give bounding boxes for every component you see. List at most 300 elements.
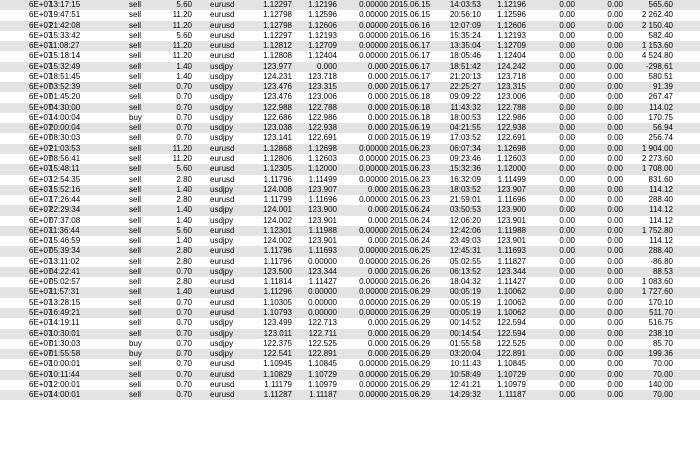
close-rate-cell: 1.12196 bbox=[497, 0, 526, 9]
profit-cell: 1 153.60 bbox=[641, 41, 673, 51]
taxes-cell: 0.00 bbox=[607, 41, 623, 51]
order-id-cell: 5E+07 bbox=[29, 287, 53, 297]
close-price-cell: 1.12193 bbox=[308, 30, 337, 40]
open-price-cell: 123.476 bbox=[263, 92, 292, 102]
close-price-cell: 123.006 bbox=[308, 92, 337, 102]
table-row bbox=[0, 41, 700, 51]
close-rate-cell: 123.901 bbox=[497, 215, 526, 225]
profit-cell: 140.00 bbox=[648, 379, 673, 389]
table-row bbox=[0, 339, 700, 349]
profit-cell: 56.94 bbox=[652, 123, 673, 133]
open-time-cell: 11:57:31 bbox=[49, 287, 80, 297]
symbol-cell: eurusd bbox=[210, 174, 235, 184]
close-date-cell: 2015.06.18 bbox=[390, 102, 431, 112]
profit-cell: 256.74 bbox=[648, 133, 673, 143]
close-date-cell: 2015.06.24 bbox=[390, 225, 431, 235]
volume-cell: 0.70 bbox=[176, 369, 192, 379]
trade-type-cell: sell bbox=[129, 61, 142, 71]
symbol-cell: eurusd bbox=[210, 143, 235, 153]
open-price-cell: 124.002 bbox=[263, 236, 292, 246]
volume-cell: 1.40 bbox=[176, 61, 192, 71]
trade-type-cell: sell bbox=[129, 277, 142, 287]
order-id-cell: 6E+07 bbox=[29, 41, 53, 51]
volume-cell: 2.80 bbox=[176, 246, 192, 256]
close-rate-cell: 122.986 bbox=[497, 112, 526, 122]
close-rate-cell: 123.718 bbox=[497, 71, 526, 81]
swap-cell: 0.00000 bbox=[359, 379, 388, 389]
commission-cell: 0.00 bbox=[559, 10, 575, 20]
profit-cell: 565.60 bbox=[648, 0, 673, 9]
close-time-cell: 21:20:13 bbox=[449, 71, 481, 81]
open-price-cell: 1.12297 bbox=[263, 0, 292, 9]
taxes-cell: 0.00 bbox=[607, 30, 623, 40]
close-time-cell: 12:06:20 bbox=[449, 215, 481, 225]
close-time-cell: 09:09:22 bbox=[449, 92, 481, 102]
profit-cell: 114.12 bbox=[649, 184, 673, 194]
swap-cell: 0.00000 bbox=[359, 10, 388, 20]
trade-type-cell: buy bbox=[129, 112, 142, 122]
close-price-cell: 1.11427 bbox=[308, 277, 337, 287]
open-time-cell: 01:45:20 bbox=[49, 92, 81, 102]
close-date-cell: 2015.06.29 bbox=[390, 359, 431, 369]
volume-cell: 1.40 bbox=[176, 71, 192, 81]
close-price-cell: 1.11693 bbox=[308, 246, 337, 256]
taxes-cell: 0.00 bbox=[607, 349, 623, 359]
taxes-cell: 0.00 bbox=[607, 143, 623, 153]
taxes-cell: 0.00 bbox=[607, 297, 623, 307]
volume-cell: 0.70 bbox=[176, 390, 192, 400]
open-price-cell: 1.10829 bbox=[263, 369, 292, 379]
open-price-cell: 1.11296 bbox=[263, 287, 292, 297]
close-rate-cell: 1.10062 bbox=[497, 287, 526, 297]
symbol-cell: usdjpy bbox=[210, 215, 234, 225]
table-row bbox=[0, 298, 700, 308]
table-row bbox=[0, 216, 700, 226]
close-date-cell: 2015.06.19 bbox=[390, 123, 431, 133]
table-row bbox=[0, 390, 700, 400]
close-rate-cell: 1.11427 bbox=[497, 277, 526, 287]
trade-type-cell: sell bbox=[129, 174, 142, 184]
close-price-cell: 0.00000 bbox=[308, 287, 337, 297]
taxes-cell: 0.00 bbox=[607, 266, 623, 276]
swap-cell: 0.000 bbox=[367, 328, 388, 338]
order-id-cell: 6E+07 bbox=[29, 338, 53, 348]
close-price-cell: 1.11988 bbox=[308, 225, 337, 235]
profit-cell: 1 904.00 bbox=[641, 143, 673, 153]
close-date-cell: 2015.06.24 bbox=[390, 215, 431, 225]
close-price-cell: 123.901 bbox=[308, 236, 337, 246]
open-price-cell: 1.12301 bbox=[263, 225, 292, 235]
swap-cell: 0.000 bbox=[367, 71, 388, 81]
profit-cell: 114.12 bbox=[649, 205, 673, 215]
volume-cell: 0.70 bbox=[176, 112, 192, 122]
trade-type-cell: sell bbox=[129, 71, 142, 81]
open-price-cell: 122.988 bbox=[263, 102, 292, 112]
close-date-cell: 2015.06.17 bbox=[390, 41, 431, 51]
swap-cell: 0.000 bbox=[367, 266, 388, 276]
profit-cell: 2 262.40 bbox=[641, 10, 673, 20]
commission-cell: 0.00 bbox=[559, 287, 575, 297]
close-time-cell: 10:11:43 bbox=[450, 359, 481, 369]
close-price-cell: 122.713 bbox=[308, 318, 337, 328]
open-price-cell: 124.002 bbox=[263, 215, 292, 225]
open-price-cell: 123.499 bbox=[263, 318, 292, 328]
symbol-cell: usdjpy bbox=[210, 71, 234, 81]
commission-cell: 0.00 bbox=[559, 297, 575, 307]
swap-cell: 0.00000 bbox=[359, 369, 388, 379]
close-date-cell: 2015.06.23 bbox=[390, 174, 431, 184]
close-rate-cell: 122.594 bbox=[497, 318, 526, 328]
profit-cell: 88.53 bbox=[652, 266, 673, 276]
profit-cell: 288.40 bbox=[648, 195, 673, 205]
order-id-cell: 6E+07 bbox=[29, 174, 53, 184]
symbol-cell: eurusd bbox=[210, 153, 235, 163]
profit-cell: 580.51 bbox=[648, 71, 673, 81]
volume-cell: 0.70 bbox=[176, 92, 192, 102]
symbol-cell: eurusd bbox=[210, 297, 235, 307]
close-rate-cell: 123.900 bbox=[497, 205, 526, 215]
taxes-cell: 0.00 bbox=[607, 338, 623, 348]
open-price-cell: 1.10945 bbox=[263, 359, 292, 369]
swap-cell: 0.00000 bbox=[359, 164, 388, 174]
taxes-cell: 0.00 bbox=[607, 307, 623, 317]
table-row bbox=[0, 133, 700, 143]
commission-cell: 0.00 bbox=[559, 256, 575, 266]
symbol-cell: eurusd bbox=[210, 277, 235, 287]
volume-cell: 2.80 bbox=[176, 256, 192, 266]
close-time-cell: 00:05:19 bbox=[449, 297, 481, 307]
commission-cell: 0.00 bbox=[559, 51, 575, 61]
close-price-cell: 122.938 bbox=[308, 123, 337, 133]
open-price-cell: 1.11796 bbox=[263, 256, 292, 266]
close-date-cell: 2015.06.24 bbox=[390, 205, 431, 215]
commission-cell: 0.00 bbox=[559, 41, 575, 51]
commission-cell: 0.00 bbox=[559, 390, 575, 400]
taxes-cell: 0.00 bbox=[607, 205, 623, 215]
close-time-cell: 11:43:32 bbox=[450, 102, 481, 112]
symbol-cell: eurusd bbox=[210, 379, 235, 389]
taxes-cell: 0.00 bbox=[607, 195, 623, 205]
table-row bbox=[0, 185, 700, 195]
symbol-cell: eurusd bbox=[210, 307, 235, 317]
volume-cell: 5.60 bbox=[176, 30, 192, 40]
close-date-cell: 2015.06.29 bbox=[390, 318, 431, 328]
close-date-cell: 2015.06.17 bbox=[390, 71, 431, 81]
profit-cell: 516.75 bbox=[648, 318, 673, 328]
volume-cell: 11.20 bbox=[172, 143, 192, 153]
close-time-cell: 12:07:09 bbox=[449, 20, 481, 30]
volume-cell: 1.40 bbox=[176, 287, 192, 297]
close-rate-cell: 1.12000 bbox=[497, 164, 526, 174]
table-row bbox=[0, 92, 700, 102]
close-date-cell: 2015.06.29 bbox=[390, 297, 431, 307]
trade-type-cell: sell bbox=[129, 307, 142, 317]
order-id-cell: 6E+07 bbox=[29, 256, 53, 266]
close-date-cell: 2015.06.17 bbox=[390, 51, 431, 61]
trade-type-cell: sell bbox=[129, 236, 142, 246]
taxes-cell: 0.00 bbox=[607, 287, 623, 297]
close-price-cell: 123.901 bbox=[308, 215, 337, 225]
taxes-cell: 0.00 bbox=[607, 390, 623, 400]
commission-cell: 0.00 bbox=[559, 153, 575, 163]
commission-cell: 0.00 bbox=[559, 318, 575, 328]
symbol-cell: usdjpy bbox=[210, 123, 234, 133]
volume-cell: 11.20 bbox=[172, 10, 192, 20]
open-time-cell: 11:36:44 bbox=[49, 225, 80, 235]
close-rate-cell: 123.344 bbox=[497, 266, 526, 276]
trade-type-cell: sell bbox=[129, 215, 142, 225]
volume-cell: 11.20 bbox=[172, 20, 192, 30]
close-date-cell: 2015.06.29 bbox=[390, 379, 431, 389]
open-price-cell: 1.12798 bbox=[263, 20, 292, 30]
close-rate-cell: 122.525 bbox=[497, 338, 526, 348]
table-row bbox=[0, 329, 700, 339]
order-id-cell: 6E+07 bbox=[29, 10, 53, 20]
commission-cell: 0.00 bbox=[559, 246, 575, 256]
symbol-cell: usdjpy bbox=[210, 92, 234, 102]
trade-type-cell: sell bbox=[129, 0, 142, 9]
open-time-cell: 15:48:11 bbox=[49, 164, 80, 174]
symbol-cell: eurusd bbox=[210, 225, 235, 235]
close-rate-cell: 1.12606 bbox=[497, 20, 526, 30]
commission-cell: 0.00 bbox=[559, 82, 575, 92]
table-row bbox=[0, 0, 700, 10]
close-date-cell: 2015.06.23 bbox=[390, 184, 431, 194]
order-id-cell: 6E+07 bbox=[29, 349, 53, 359]
open-time-cell: 21:03:53 bbox=[49, 143, 81, 153]
commission-cell: 0.00 bbox=[559, 0, 575, 9]
table-row bbox=[0, 257, 700, 267]
close-time-cell: 21:59:01 bbox=[449, 195, 481, 205]
symbol-cell: usdjpy bbox=[210, 61, 234, 71]
order-id-cell: 6E+07 bbox=[29, 123, 53, 133]
close-time-cell: 13:35:04 bbox=[449, 41, 481, 51]
close-rate-cell: 1.12603 bbox=[497, 153, 526, 163]
taxes-cell: 0.00 bbox=[607, 359, 623, 369]
open-price-cell: 1.12806 bbox=[263, 153, 292, 163]
swap-cell: 0.000 bbox=[367, 133, 388, 143]
close-time-cell: 00:14:52 bbox=[449, 318, 481, 328]
close-price-cell: 0.00000 bbox=[308, 307, 337, 317]
taxes-cell: 0.00 bbox=[607, 20, 623, 30]
commission-cell: 0.00 bbox=[559, 338, 575, 348]
swap-cell: 0.00000 bbox=[359, 153, 388, 163]
close-rate-cell: 1.12193 bbox=[497, 30, 526, 40]
trade-type-cell: sell bbox=[129, 20, 142, 30]
taxes-cell: 0.00 bbox=[607, 153, 623, 163]
close-date-cell: 2015.06.15 bbox=[390, 10, 431, 20]
open-price-cell: 122.375 bbox=[263, 338, 292, 348]
open-time-cell: 15:33:42 bbox=[49, 30, 81, 40]
order-id-cell: 6E+07 bbox=[29, 133, 53, 143]
trade-type-cell: sell bbox=[129, 92, 142, 102]
open-price-cell: 124.008 bbox=[263, 184, 292, 194]
profit-cell: 1 752.80 bbox=[641, 225, 673, 235]
close-date-cell: 2015.06.18 bbox=[390, 112, 431, 122]
order-id-cell: 6E+07 bbox=[29, 71, 53, 81]
profit-cell: 70.00 bbox=[652, 359, 673, 369]
profit-cell: 114.12 bbox=[649, 236, 673, 246]
commission-cell: 0.00 bbox=[559, 20, 575, 30]
swap-cell: 0.000 bbox=[367, 61, 388, 71]
trade-type-cell: sell bbox=[129, 266, 142, 276]
commission-cell: 0.00 bbox=[559, 307, 575, 317]
order-id-cell: 6E+07 bbox=[29, 61, 53, 71]
order-id-cell: 5E+07 bbox=[29, 102, 53, 112]
volume-cell: 11.20 bbox=[172, 51, 192, 61]
close-rate-cell: 123.315 bbox=[497, 82, 526, 92]
profit-cell: 2 273.60 bbox=[641, 153, 673, 163]
swap-cell: 0.00000 bbox=[359, 297, 388, 307]
trade-type-cell: sell bbox=[129, 390, 142, 400]
open-time-cell: 19:47:51 bbox=[49, 10, 81, 20]
close-price-cell: 1.12404 bbox=[308, 51, 337, 61]
taxes-cell: 0.00 bbox=[607, 246, 623, 256]
close-price-cell: 122.711 bbox=[308, 328, 337, 338]
close-price-cell: 1.10845 bbox=[308, 359, 337, 369]
order-id-cell: 6E+07 bbox=[29, 215, 53, 225]
open-price-cell: 1.11814 bbox=[263, 277, 292, 287]
close-rate-cell: 1.10979 bbox=[497, 379, 526, 389]
symbol-cell: eurusd bbox=[210, 287, 235, 297]
open-time-cell: 15:18:14 bbox=[49, 51, 81, 61]
close-rate-cell: 1.11988 bbox=[497, 225, 526, 235]
taxes-cell: 0.00 bbox=[607, 82, 623, 92]
close-date-cell: 2015.06.19 bbox=[390, 133, 431, 143]
close-rate-cell: 123.006 bbox=[497, 92, 526, 102]
close-price-cell: 1.11499 bbox=[308, 174, 337, 184]
table-row bbox=[0, 31, 700, 41]
swap-cell: 0.000 bbox=[367, 349, 388, 359]
order-id-cell: 6E+07 bbox=[29, 30, 53, 40]
close-date-cell: 2015.06.29 bbox=[390, 328, 431, 338]
close-time-cell: 00:05:19 bbox=[449, 307, 481, 317]
close-price-cell: 123.344 bbox=[308, 266, 337, 276]
close-date-cell: 2015.06.23 bbox=[390, 164, 431, 174]
close-price-cell: 123.315 bbox=[308, 82, 337, 92]
close-price-cell: 122.525 bbox=[308, 338, 337, 348]
commission-cell: 0.00 bbox=[559, 61, 575, 71]
trade-type-cell: sell bbox=[129, 41, 142, 51]
open-time-cell: 10:00:01 bbox=[49, 359, 81, 369]
open-price-cell: 124.231 bbox=[263, 71, 292, 81]
profit-cell: 85.70 bbox=[652, 338, 673, 348]
trade-type-cell: sell bbox=[129, 359, 142, 369]
order-id-cell: 6E+07 bbox=[29, 369, 53, 379]
profit-cell: 1 708.00 bbox=[641, 164, 673, 174]
commission-cell: 0.00 bbox=[559, 328, 575, 338]
close-date-cell: 2015.06.26 bbox=[390, 277, 431, 287]
table-row bbox=[0, 380, 700, 390]
commission-cell: 0.00 bbox=[559, 71, 575, 81]
open-price-cell: 1.11287 bbox=[263, 390, 292, 400]
open-price-cell: 1.12868 bbox=[263, 143, 292, 153]
profit-cell: 170.75 bbox=[648, 112, 673, 122]
close-rate-cell: 122.788 bbox=[497, 102, 526, 112]
volume-cell: 1.40 bbox=[176, 236, 192, 246]
profit-cell: 1 083.60 bbox=[641, 277, 673, 287]
close-price-cell: 123.907 bbox=[308, 184, 337, 194]
taxes-cell: 0.00 bbox=[607, 328, 623, 338]
taxes-cell: 0.00 bbox=[607, 71, 623, 81]
close-time-cell: 22:25:27 bbox=[449, 82, 481, 92]
profit-cell: 114.12 bbox=[649, 215, 673, 225]
table-row bbox=[0, 318, 700, 328]
trade-type-cell: sell bbox=[129, 318, 142, 328]
volume-cell: 2.80 bbox=[176, 195, 192, 205]
close-rate-cell: 1.11499 bbox=[497, 174, 526, 184]
swap-cell: 0.00000 bbox=[359, 51, 388, 61]
symbol-cell: usdjpy bbox=[210, 184, 234, 194]
volume-cell: 5.60 bbox=[176, 225, 192, 235]
close-price-cell: 1.12709 bbox=[308, 41, 337, 51]
profit-cell: 114.02 bbox=[649, 102, 673, 112]
profit-cell: 288.40 bbox=[648, 246, 673, 256]
symbol-cell: usdjpy bbox=[210, 133, 234, 143]
close-rate-cell: 1.12404 bbox=[497, 51, 526, 61]
open-time-cell: 21:42:08 bbox=[49, 20, 81, 30]
close-date-cell: 2015.06.15 bbox=[390, 0, 431, 9]
taxes-cell: 0.00 bbox=[607, 215, 623, 225]
close-time-cell: 16:32:09 bbox=[449, 174, 481, 184]
trade-type-cell: sell bbox=[129, 51, 142, 61]
close-date-cell: 2015.06.29 bbox=[390, 349, 431, 359]
open-time-cell: 13:11:02 bbox=[49, 256, 80, 266]
close-rate-cell: 1.11696 bbox=[497, 195, 526, 205]
close-time-cell: 06:13:52 bbox=[449, 266, 481, 276]
trade-type-cell: buy bbox=[129, 349, 142, 359]
swap-cell: 0.00000 bbox=[359, 277, 388, 287]
volume-cell: 0.70 bbox=[176, 349, 192, 359]
close-price-cell: 1.12603 bbox=[308, 153, 337, 163]
symbol-cell: usdjpy bbox=[210, 266, 234, 276]
open-time-cell: 15:52:16 bbox=[49, 184, 81, 194]
commission-cell: 0.00 bbox=[559, 143, 575, 153]
close-price-cell: 122.788 bbox=[308, 102, 337, 112]
symbol-cell: usdjpy bbox=[210, 82, 234, 92]
open-time-cell: 13:17:15 bbox=[49, 0, 81, 9]
trade-type-cell: sell bbox=[129, 82, 142, 92]
close-price-cell: 123.900 bbox=[308, 205, 337, 215]
table-row bbox=[0, 267, 700, 277]
taxes-cell: 0.00 bbox=[607, 277, 623, 287]
symbol-cell: eurusd bbox=[210, 390, 235, 400]
volume-cell: 0.70 bbox=[176, 359, 192, 369]
open-price-cell: 1.12798 bbox=[263, 10, 292, 20]
close-time-cell: 09:23:46 bbox=[449, 153, 481, 163]
symbol-cell: eurusd bbox=[210, 41, 235, 51]
order-id-cell: 6E+07 bbox=[29, 328, 53, 338]
open-time-cell: 05:39:34 bbox=[49, 246, 81, 256]
close-time-cell: 12:41:21 bbox=[449, 379, 481, 389]
close-price-cell: 1.12606 bbox=[308, 20, 337, 30]
close-rate-cell: 1.10729 bbox=[497, 369, 526, 379]
table-row bbox=[0, 236, 700, 246]
swap-cell: 0.00000 bbox=[359, 225, 388, 235]
trade-type-cell: sell bbox=[129, 205, 142, 215]
taxes-cell: 0.00 bbox=[607, 369, 623, 379]
swap-cell: 0.000 bbox=[367, 112, 388, 122]
swap-cell: 0.00000 bbox=[359, 143, 388, 153]
close-date-cell: 2015.06.23 bbox=[390, 143, 431, 153]
volume-cell: 2.80 bbox=[176, 277, 192, 287]
close-rate-cell: 1.12698 bbox=[497, 143, 526, 153]
volume-cell: 5.60 bbox=[176, 164, 192, 174]
trade-type-cell: sell bbox=[129, 143, 142, 153]
order-id-cell: 6E+07 bbox=[29, 92, 53, 102]
trade-type-cell: sell bbox=[129, 133, 142, 143]
taxes-cell: 0.00 bbox=[607, 225, 623, 235]
